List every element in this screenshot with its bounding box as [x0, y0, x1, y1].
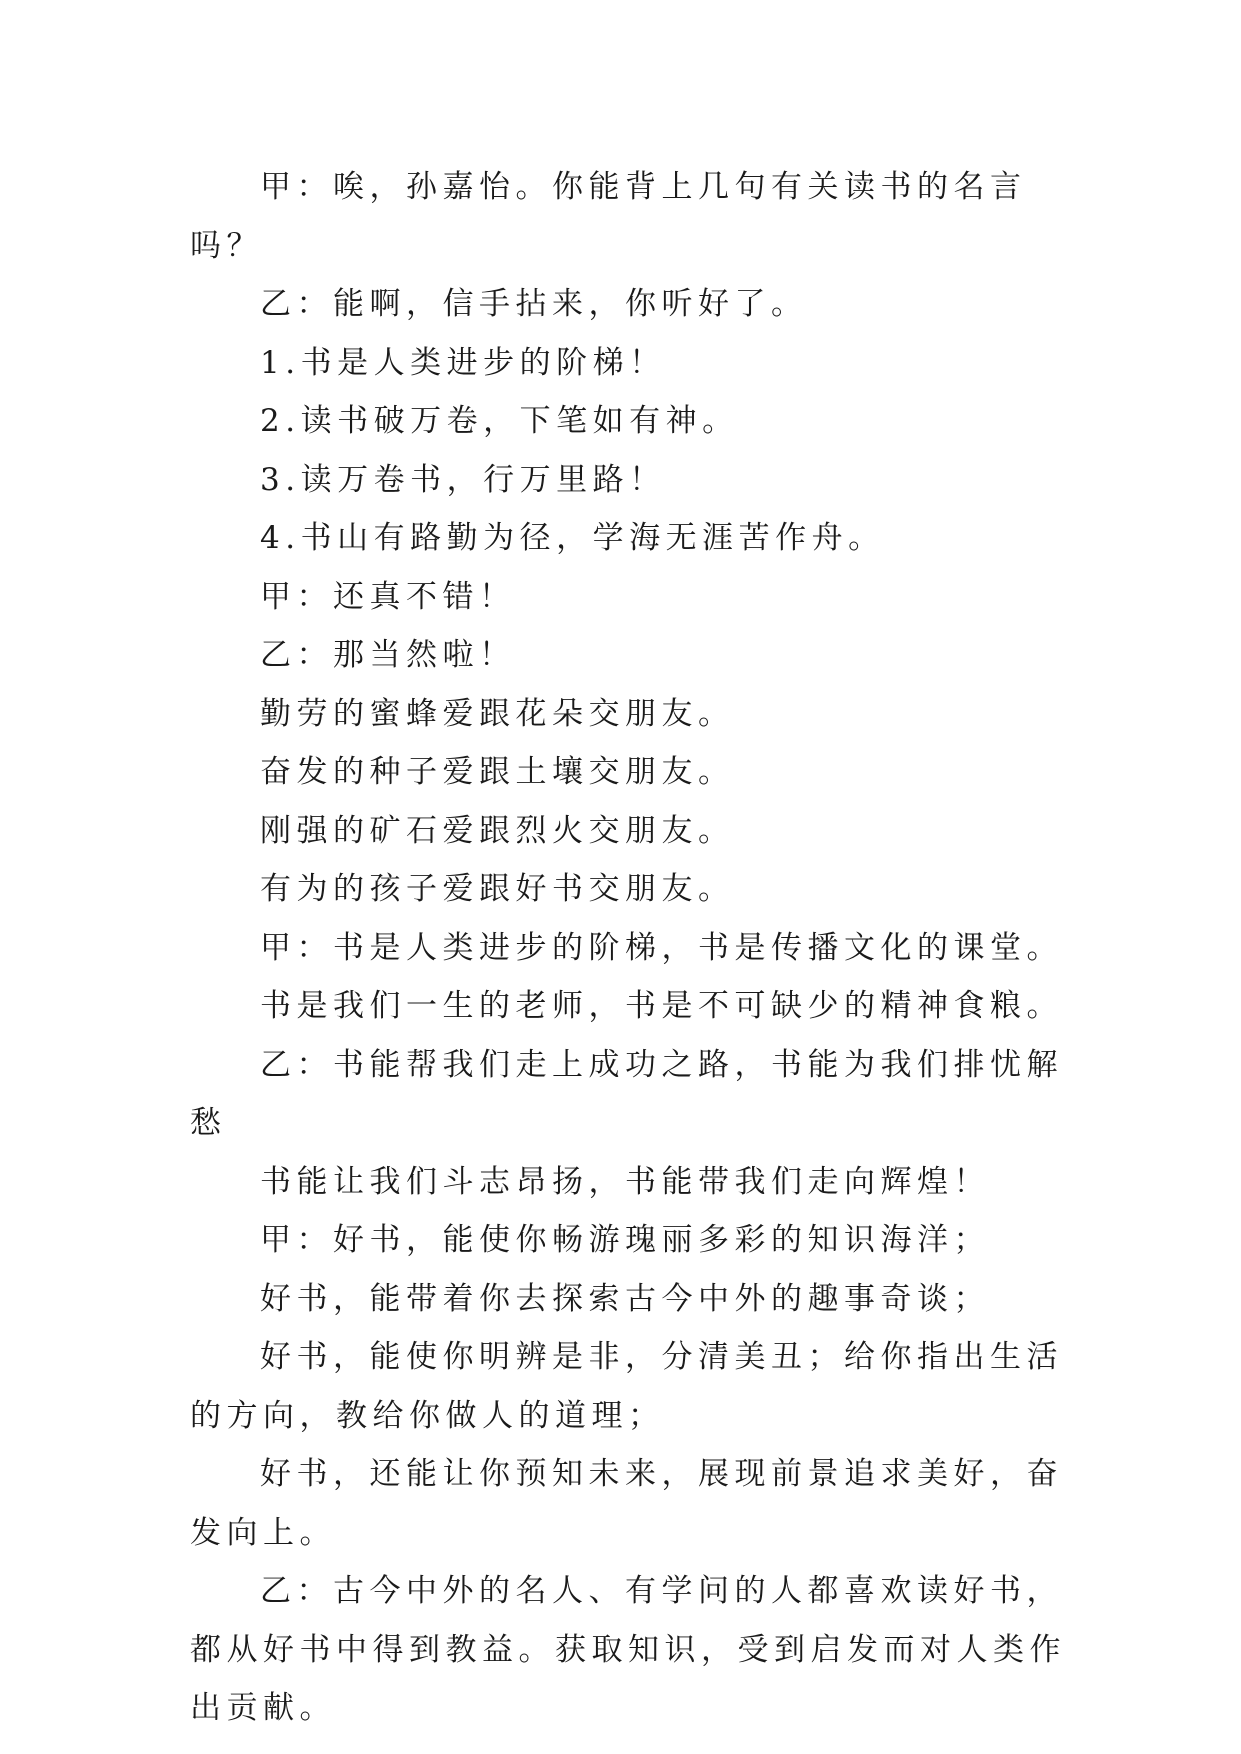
paragraph: 3.读万卷书，行万里路！: [260, 461, 666, 498]
paragraph: 奋发的种子爱跟土壤交朋友。: [260, 754, 735, 790]
paragraph: 乙：书能帮我们走上成功之路，书能为我们排忧解愁: [190, 1046, 1063, 1141]
paragraph: 书能让我们斗志昂扬，书能带我们走向辉煌！: [260, 1163, 990, 1200]
paragraph: 乙：能啊，信手拈来，你听好了。: [260, 286, 808, 322]
paragraph: 好书，能使你明辨是非，分清美丑；给你指出生活的方向，教给你做人的道理；: [190, 1339, 1063, 1434]
paragraph: 书是我们一生的老师，书是不可缺少的精神食粮。: [260, 988, 1063, 1024]
paragraph: 甲：还真不错！: [260, 578, 516, 615]
paragraph: 1.书是人类进步的阶梯！: [260, 344, 666, 381]
paragraph: 乙：那当然啦！: [260, 637, 516, 673]
paragraph: 4.书山有路勤为径，学海无涯苦作舟。: [260, 520, 885, 556]
paragraph: 有为的孩子爱跟好书交朋友。: [260, 871, 735, 907]
paragraph: 甲：唉，孙嘉怡。你能背上几句有关读书的名言吗？: [190, 169, 1027, 264]
paragraph: 刚强的矿石爱跟烈火交朋友。: [260, 812, 735, 849]
document-body: [190, 158, 1070, 1738]
paragraph: 好书，还能让你预知未来，展现前景追求美好，奋发向上。: [190, 1456, 1063, 1551]
paragraph: 勤劳的蜜蜂爱跟花朵交朋友。: [260, 695, 735, 732]
paragraph: 好书，能带着你去探索古今中外的趣事奇谈；: [260, 1280, 990, 1317]
paragraph: 乙：古今中外的名人、有学问的人都喜欢读好书，都从好书中得到教益。获取知识，受到启发而对人类作出贡献。: [190, 1573, 1066, 1726]
paragraph: 甲：好书，能使你畅游瑰丽多彩的知识海洋；: [260, 1222, 990, 1258]
paragraph: 2.读书破万卷，下笔如有神。: [260, 403, 739, 439]
paragraph: 甲：书是人类进步的阶梯，书是传播文化的课堂。: [260, 929, 1063, 966]
